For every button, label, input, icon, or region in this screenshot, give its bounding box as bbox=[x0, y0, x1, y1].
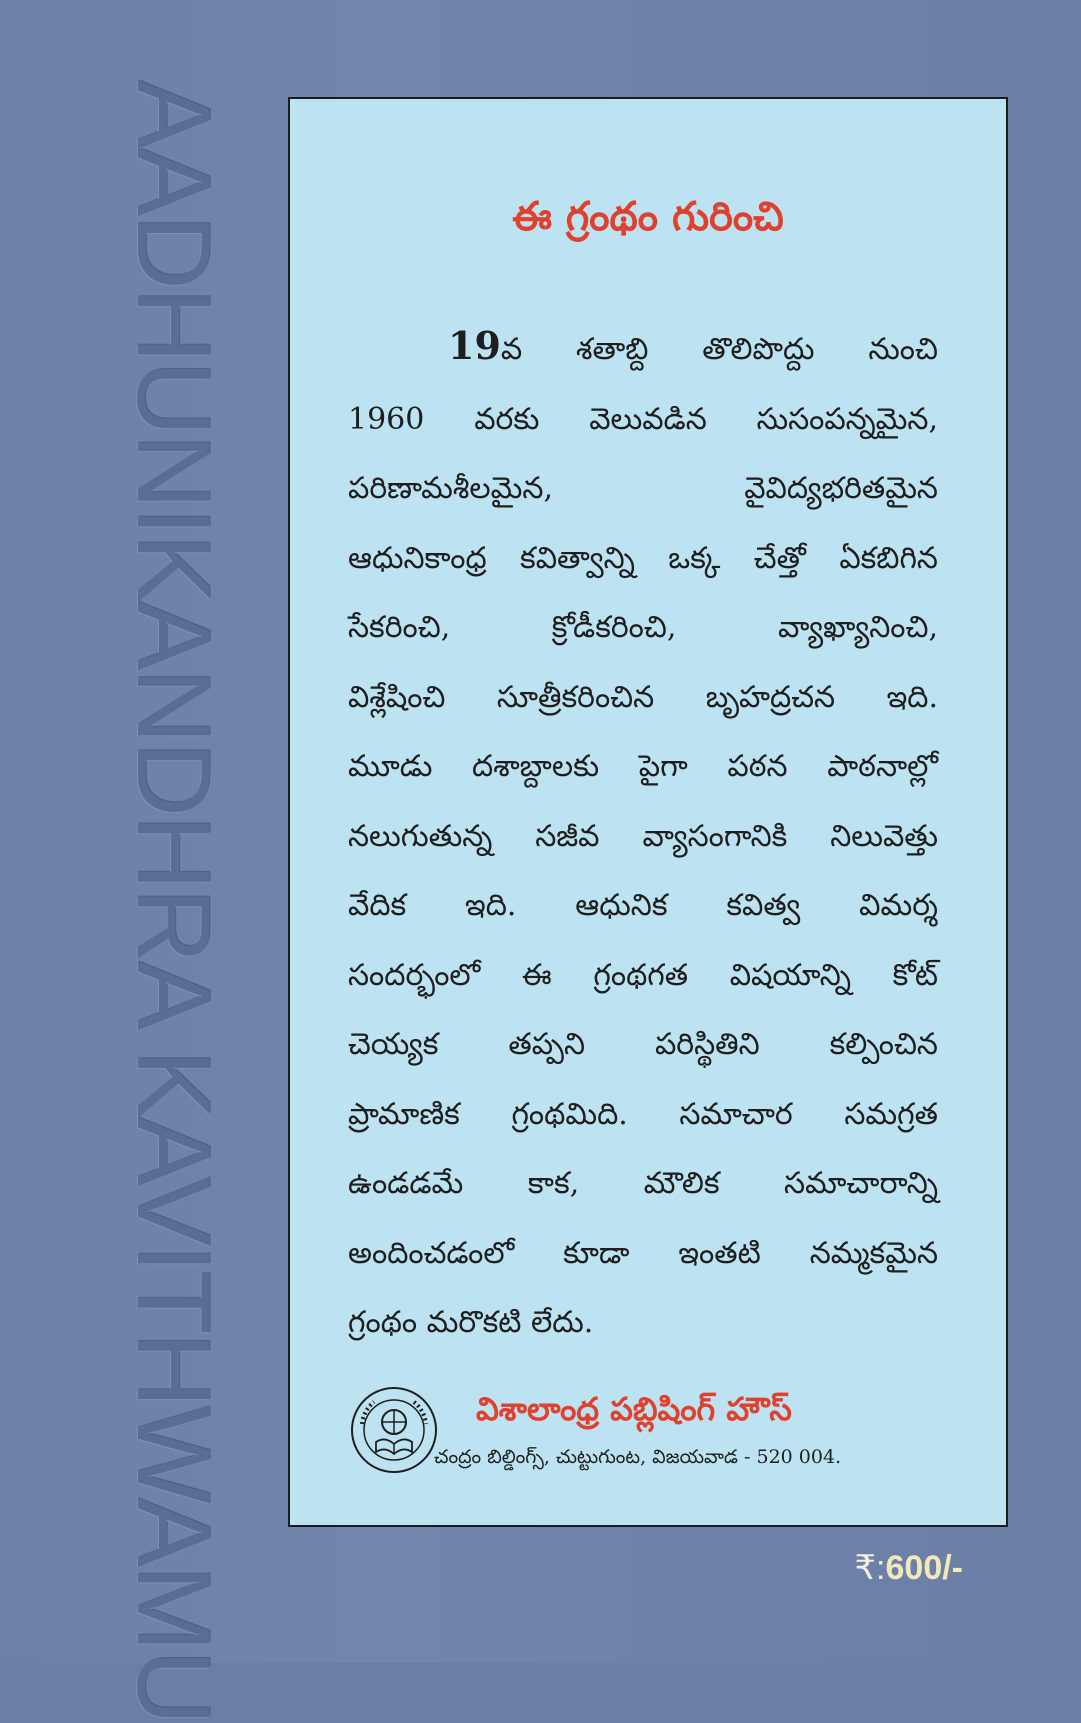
blurb-body bbox=[348, 311, 938, 1358]
publisher-address: చంద్రం బిల్డింగ్స్, చుట్టుగుంట, విజయవాడ - 520 004. bbox=[434, 1446, 842, 1468]
blurb-line: సందర్భంలో ఈ గ్రంథగత విషయాన్ని కోట్ bbox=[348, 957, 938, 993]
blurb-line: గ్రంథం మరొకటి లేదు. bbox=[348, 1305, 594, 1340]
blurb-line: 1960 వరకు వెలువడిన సుసంపన్నమైన, bbox=[348, 401, 938, 437]
publisher-name: విశాలాంధ్ర పబ్లిషింగ్ హౌస్ bbox=[476, 1390, 792, 1428]
spine-title bbox=[115, 80, 231, 1723]
blurb-line: చెయ్యక తప్పని పరిస్థితిని కల్పించిన bbox=[348, 1027, 938, 1062]
blurb-line: ప్రామాణిక గ్రంథమిది. సమాచార సమగ్రత bbox=[348, 1096, 938, 1132]
blurb-line: మూడు దశాబ్దాలకు పైగా పఠన పాఠనాల్లో bbox=[348, 749, 938, 784]
blurb-line: విశ్లేషించి సూత్రీకరించిన బృహద్రచన ఇది. bbox=[348, 679, 938, 715]
publisher-emblem-icon bbox=[348, 1384, 440, 1476]
blurb-panel bbox=[288, 97, 1008, 1527]
blurb-line: వేదిక ఇది. ఆధునిక కవిత్వ విమర్శ bbox=[348, 888, 938, 923]
blurb-line: అందించడంలో కూడా ఇంతటి నమ్మకమైన bbox=[348, 1235, 938, 1271]
price-amount: 600/- bbox=[885, 1549, 963, 1587]
blurb-line: 19వ శతాబ్ది తొలిపొద్దు నుంచి bbox=[448, 323, 938, 368]
rupee-symbol: ₹: bbox=[854, 1549, 886, 1587]
publisher-block bbox=[348, 1384, 948, 1494]
blurb-line: నలుగుతున్న సజీవ వ్యాసంగానికి నిలువెత్తు bbox=[348, 818, 938, 854]
price-label bbox=[854, 1548, 963, 1588]
blurb-line: పరిణామశీలమైన, వైవిద్యభరితమైన bbox=[348, 471, 938, 506]
blurb-line: ఆధునికాంధ్ర కవిత్వాన్ని ఒక్క చేత్తో ఏకబిగిన bbox=[348, 540, 938, 576]
blurb-line: ఉండడమే కాక, మౌలిక సమాచారాన్ని bbox=[348, 1166, 938, 1201]
blurb-heading: ఈ గ్రంథం గురించి bbox=[512, 194, 784, 240]
spine-title-text: AADHUNIKANDHRA KAVITHWAMU bbox=[115, 80, 231, 1723]
blurb-line: సేకరించి, క్రోడీకరించి, వ్యాఖ్యానించి, bbox=[348, 610, 938, 645]
dropcap-number: 19 bbox=[448, 323, 501, 368]
